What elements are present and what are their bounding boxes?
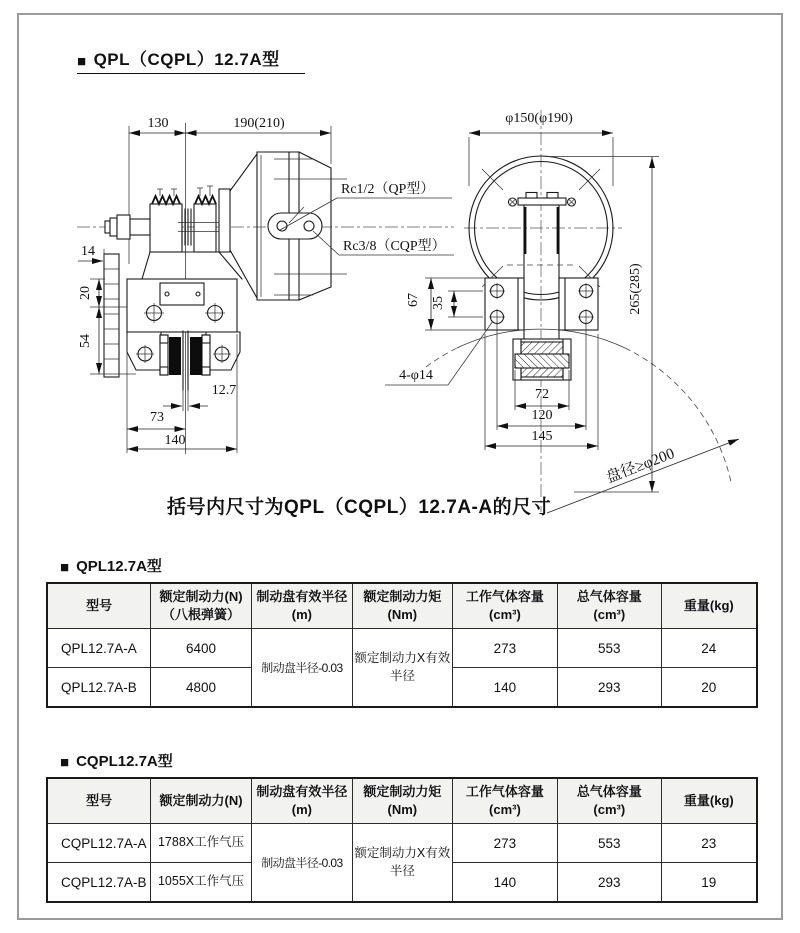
cell-working-volume: 273 bbox=[452, 824, 557, 863]
col-header-force: 额定制动力(N) （八根弹簧） bbox=[151, 583, 252, 629]
table-row bbox=[47, 824, 757, 863]
qpl-table-block bbox=[46, 555, 758, 708]
square-bullet-icon: ■ bbox=[77, 53, 87, 70]
cell-torque-merged: 额定制动力X有效 半径 bbox=[352, 824, 452, 903]
dim-12-7: 12.7 bbox=[211, 383, 237, 398]
drawing-caption: 括号内尺寸为QPL（CQPL）12.7A-A的尺寸 bbox=[167, 497, 552, 518]
label-rc38-cqp: Rc3/8（CQP型） bbox=[343, 239, 446, 254]
dim-190-210: 190(210) bbox=[233, 116, 285, 131]
dim-67: 67 bbox=[406, 293, 421, 307]
qpl-header-row bbox=[47, 583, 757, 629]
square-bullet-icon: ■ bbox=[60, 754, 70, 771]
side-view bbox=[77, 116, 454, 454]
cell-weight: 19 bbox=[661, 863, 757, 903]
col-header-working-volume: 工作气体容量 (cm³) bbox=[452, 583, 557, 629]
dim-54: 54 bbox=[78, 334, 93, 348]
col-header-radius: 制动盘有效半径 (m) bbox=[251, 778, 352, 824]
cell-weight: 23 bbox=[661, 824, 757, 863]
cell-radius-merged: 制动盘半径-0.03 bbox=[251, 824, 352, 903]
dim-20: 20 bbox=[78, 286, 93, 300]
col-header-model: 型号 bbox=[47, 778, 151, 824]
dim-72: 72 bbox=[535, 387, 549, 402]
label-rc12-qp: Rc1/2（QP型） bbox=[341, 182, 435, 197]
table-row bbox=[47, 629, 757, 668]
cell-torque-merged: 额定制动力X有效 半径 bbox=[352, 629, 452, 708]
col-header-weight: 重量(kg) bbox=[661, 778, 757, 824]
cell-force: 1055X工作气压 bbox=[151, 863, 252, 903]
cell-total-volume: 293 bbox=[557, 668, 661, 708]
col-header-weight: 重量(kg) bbox=[661, 583, 757, 629]
col-header-force: 额定制动力(N) bbox=[151, 778, 252, 824]
cell-working-volume: 140 bbox=[452, 668, 557, 708]
cell-total-volume: 293 bbox=[557, 863, 661, 903]
dim-d150-d190: φ150(φ190) bbox=[505, 111, 573, 126]
col-header-torque: 额定制动力矩 (Nm) bbox=[352, 583, 452, 629]
col-header-total-volume: 总气体容量 (cm³) bbox=[557, 778, 661, 824]
dim-130: 130 bbox=[147, 116, 169, 131]
qpl-table-title bbox=[60, 555, 758, 576]
dim-35: 35 bbox=[431, 296, 446, 310]
cqpl-header-row bbox=[47, 778, 757, 824]
dim-145: 145 bbox=[531, 429, 553, 444]
cell-model: CQPL12.7A-B bbox=[47, 863, 151, 903]
cqpl-table bbox=[46, 777, 758, 903]
cell-weight: 24 bbox=[661, 629, 757, 668]
dim-120: 120 bbox=[531, 408, 553, 423]
front-view bbox=[385, 110, 739, 513]
dim-73: 73 bbox=[150, 410, 164, 425]
qpl-table-title-text: QPL12.7A型 bbox=[76, 558, 162, 575]
col-header-working-volume: 工作气体容量 (cm³) bbox=[452, 778, 557, 824]
cell-radius-merged: 制动盘半径-0.03 bbox=[251, 629, 352, 708]
cqpl-table-block bbox=[46, 750, 758, 903]
cell-working-volume: 140 bbox=[452, 863, 557, 903]
dim-4-d14: 4-φ14 bbox=[399, 368, 433, 383]
page-title-text: QPL（CQPL）12.7A型 bbox=[93, 50, 280, 69]
cqpl-table-title-text: CQPL12.7A型 bbox=[76, 753, 173, 770]
spec-tables bbox=[46, 555, 758, 903]
title-underline bbox=[77, 73, 305, 74]
cell-model: CQPL12.7A-A bbox=[47, 824, 151, 863]
col-header-torque: 额定制动力矩 (Nm) bbox=[352, 778, 452, 824]
dim-14: 14 bbox=[81, 244, 95, 259]
square-bullet-icon: ■ bbox=[60, 559, 70, 576]
cell-model: QPL12.7A-B bbox=[47, 668, 151, 708]
cell-force: 4800 bbox=[151, 668, 252, 708]
col-header-radius: 制动盘有效半径 (m) bbox=[251, 583, 352, 629]
cell-weight: 20 bbox=[661, 668, 757, 708]
label-disc-diameter: 盘径≥φ200 bbox=[603, 445, 677, 487]
qpl-table bbox=[46, 582, 758, 708]
cell-model: QPL12.7A-A bbox=[47, 629, 151, 668]
cell-total-volume: 553 bbox=[557, 824, 661, 863]
cell-working-volume: 273 bbox=[452, 629, 557, 668]
cell-total-volume: 553 bbox=[557, 629, 661, 668]
dim-140: 140 bbox=[164, 433, 186, 448]
col-header-total-volume: 总气体容量 (cm³) bbox=[557, 583, 661, 629]
technical-drawing bbox=[19, 97, 783, 539]
dim-265-285: 265(285) bbox=[628, 263, 643, 315]
cqpl-table-title bbox=[60, 750, 758, 771]
page-title bbox=[77, 45, 280, 70]
col-header-model: 型号 bbox=[47, 583, 151, 629]
cell-force: 6400 bbox=[151, 629, 252, 668]
page-sheet bbox=[17, 13, 783, 920]
cell-force: 1788X工作气压 bbox=[151, 824, 252, 863]
